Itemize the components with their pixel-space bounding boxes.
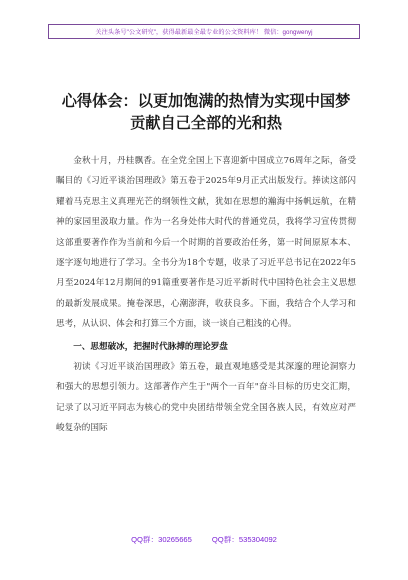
section-paragraph: 初读《习近平谈治国理政》第五卷，最直观地感受是其深邃的理论洞察力和强大的思想引领力。这部著作产生于"两个一百年"奋斗目标的历史交汇期，记录了以习近平同志为核心的党中央团结带领全党全国各族人民，有效应对严峻复杂的国际: [56, 362, 356, 434]
promo-banner: [48, 24, 360, 39]
promo-banner-text: 关注头条号"公文研究"，获得最新最全最专业的公文资料库！ 微信：gongwenyj: [95, 29, 313, 36]
footer-contacts: [0, 534, 408, 545]
intro-paragraph: 金秋十月，丹桂飘香。在全党全国上下喜迎新中国成立76周年之际，备受瞩目的《习近平谈治国理政》第五卷于2025年9月正式出版发行。捧读这部闪耀着马克思主义真理光芒的纲领性文献，犹如在思想的瀚海中扬帆远航，在精神的家园里汲取力量。作为一名身处伟大时代的普通党员，我将学习宣传贯彻这部重要著作作为当前和今后一个时期的首要政治任务，第一时间原原本本、逐字逐句地进行了学习。全书分为18个专题，收录了习近平总书记在2022年5月至2024年12月期间的91篇重要著作是习近平新时代中国特色社会主义思想的最新发展成果。掩卷深思，心潮澎湃，收获良多。下面，我结合个人学习和思考，从认识、体会和打算三个方面，谈一谈自己粗浅的心得。: [56, 156, 356, 330]
document-title: 心得体会：以更加饱满的热情为实现中国梦贡献自己全部的光和热: [61, 92, 351, 132]
section-heading: 一、思想破冰，把握时代脉搏的理论罗盘: [73, 341, 228, 352]
qq-group-1: QQ群：30265665: [131, 535, 192, 544]
document-body: [56, 151, 356, 439]
qq-group-2: QQ群：535304092: [211, 535, 277, 544]
